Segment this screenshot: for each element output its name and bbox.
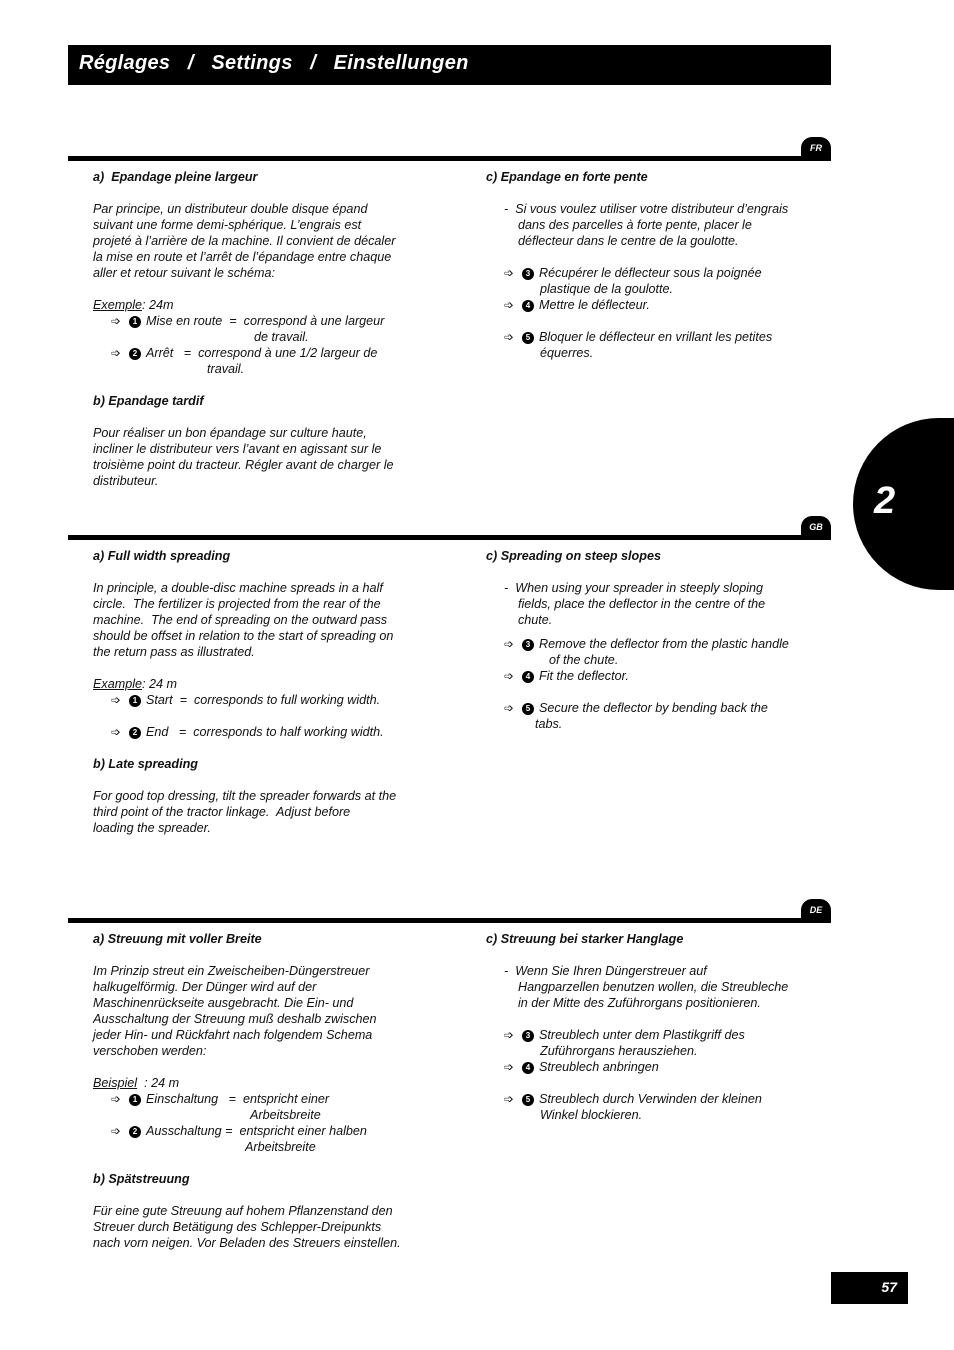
arrow-icon: ➩ <box>504 1092 515 1106</box>
text-line: Streuer durch Betätigung des Schlepper-Dreipunkts <box>93 1220 382 1234</box>
item-continuation: Winkel blockieren. <box>540 1108 643 1122</box>
heading: b) Epandage tardif <box>93 394 204 408</box>
item-continuation: Zuführorgans herausziehen. <box>540 1044 698 1058</box>
item-text: Streublech durch Verwinden der kleinen <box>539 1092 762 1106</box>
text-line: troisième point du tracteur. Régler avant de charger le <box>93 458 394 472</box>
text-line: loading the spreader. <box>93 821 211 835</box>
arrow-icon: ➩ <box>504 701 515 715</box>
arrow-icon: ➩ <box>111 725 122 739</box>
text-line: chute. <box>518 613 553 627</box>
text-line: Hangparzellen benutzen wollen, die Streubleche <box>518 980 789 994</box>
list-item <box>486 700 816 716</box>
text-line: jeder Hin- und Rückfahrt nach folgendem Schema <box>93 1028 373 1042</box>
arrow-icon: ➩ <box>504 1060 515 1074</box>
text-line: fields, place the deflector in the centre of the <box>518 597 766 611</box>
item-continuation: tabs. <box>535 717 563 731</box>
item-continuation: de travail. <box>254 330 309 344</box>
page-title: Réglages / Settings / Einstellungen <box>79 52 469 74</box>
list-item <box>486 1027 816 1043</box>
number-5-icon: 5 <box>522 332 534 344</box>
item-continuation: Arbeitsbreite <box>245 1140 316 1154</box>
text-line: - Si vous voulez utiliser votre distributeur d’engrais <box>504 202 789 216</box>
heading: b) Late spreading <box>93 757 198 771</box>
number-5-icon: 5 <box>522 1094 534 1106</box>
example-line <box>93 1075 423 1091</box>
text-line: Ausschaltung der Streuung muß deshalb zwischen <box>93 1012 377 1026</box>
item-text: Bloquer le déflecteur en vrillant les petites <box>539 330 773 344</box>
section-rule-gb <box>68 535 831 540</box>
arrow-icon: ➩ <box>111 1124 122 1138</box>
arrow-icon: ➩ <box>504 298 515 312</box>
item-text: Secure the deflector by bending back the <box>539 701 768 715</box>
text-line: machine. The end of spreading on the outward pass <box>93 613 388 627</box>
example-value: : 24 m <box>137 1076 180 1090</box>
heading: c) Epandage en forte pente <box>486 170 648 184</box>
chapter-number: 2 <box>874 480 896 522</box>
item-text: Einschaltung = entspricht einer <box>146 1092 330 1106</box>
section-rule-fr <box>68 156 831 161</box>
de-right-column <box>486 931 816 1123</box>
item-text: Streublech unter dem Plastikgriff des <box>539 1028 745 1042</box>
text-line: verschoben werden: <box>93 1044 207 1058</box>
item-text: Fit the deflector. <box>539 669 629 683</box>
example-value: : 24 m <box>142 677 177 691</box>
gb-left-column <box>93 548 423 836</box>
text-line: the return pass as illustrated. <box>93 645 255 659</box>
item-text: End = corresponds to half working width. <box>146 725 384 739</box>
number-3-icon: 3 <box>522 639 534 651</box>
arrow-icon: ➩ <box>504 669 515 683</box>
text-line: halkugelförmig. Der Dünger wird auf der <box>93 980 317 994</box>
page-number: 57 <box>881 1279 897 1295</box>
item-continuation: équerres. <box>540 346 594 360</box>
chapter-tab <box>853 418 954 590</box>
text-line: In principle, a double-disc machine spreads in a half <box>93 581 383 595</box>
arrow-icon: ➩ <box>111 1092 122 1106</box>
number-1-icon: 1 <box>129 316 141 328</box>
fr-right-column <box>486 169 816 361</box>
de-left-column <box>93 931 423 1251</box>
text-line: third point of the tractor linkage. Adjust before <box>93 805 351 819</box>
number-1-icon: 1 <box>129 1094 141 1106</box>
number-3-icon: 3 <box>522 1030 534 1042</box>
text-line: Par principe, un distributeur double disque épand <box>93 202 368 216</box>
heading: a) Streuung mit voller Breite <box>93 932 262 946</box>
item-text: Mettre le déflecteur. <box>539 298 650 312</box>
list-item <box>486 265 816 281</box>
example-value: : 24m <box>142 298 174 312</box>
text-line: For good top dressing, tilt the spreader forwards at the <box>93 789 397 803</box>
list-item <box>486 297 816 313</box>
list-item <box>486 636 816 652</box>
section-rule-de <box>68 918 831 923</box>
number-2-icon: 2 <box>129 348 141 360</box>
text-line: Pour réaliser un bon épandage sur culture haute, <box>93 426 367 440</box>
item-text: Récupérer le déflecteur sous la poignée <box>539 266 762 280</box>
text-line: distributeur. <box>93 474 159 488</box>
text-line: projeté à l’arrière de la machine. Il convient de décaler <box>93 234 396 248</box>
list-item <box>93 345 423 361</box>
arrow-icon: ➩ <box>111 346 122 360</box>
list-item <box>486 668 816 684</box>
text-line: - When using your spreader in steeply sloping <box>504 581 764 595</box>
text-line: in der Mitte des Zuführorgans positionieren. <box>518 996 761 1010</box>
number-2-icon: 2 <box>129 1126 141 1138</box>
item-text: Streublech anbringen <box>539 1060 659 1074</box>
text-line: - Wenn Sie Ihren Düngerstreuer auf <box>504 964 707 978</box>
arrow-icon: ➩ <box>111 314 122 328</box>
list-item <box>93 724 423 740</box>
heading: a) Full width spreading <box>93 549 231 563</box>
heading: c) Spreading on steep slopes <box>486 549 661 563</box>
text-line: incliner le distributeur vers l’avant en agissant sur le <box>93 442 382 456</box>
number-4-icon: 4 <box>522 1062 534 1074</box>
item-continuation: travail. <box>207 362 245 376</box>
item-text: Arrêt = correspond à une 1/2 largeur de <box>146 346 378 360</box>
example-line <box>93 297 423 313</box>
list-item <box>93 313 423 329</box>
language-tag-fr: FR <box>801 137 831 159</box>
number-5-icon: 5 <box>522 703 534 715</box>
text-line: la mise en route et l’arrêt de l’épandage entre chaque <box>93 250 392 264</box>
arrow-icon: ➩ <box>504 266 515 280</box>
number-3-icon: 3 <box>522 268 534 280</box>
text-line: aller et retour suivant le schéma: <box>93 266 275 280</box>
text-line: circle. The fertilizer is projected from the rear of the <box>93 597 381 611</box>
item-continuation: of the chute. <box>549 653 619 667</box>
number-4-icon: 4 <box>522 300 534 312</box>
heading: b) Spätstreuung <box>93 1172 190 1186</box>
text-line: Für eine gute Streuung auf hohem Pflanzenstand den <box>93 1204 393 1218</box>
number-1-icon: 1 <box>129 695 141 707</box>
example-label: Example <box>93 677 142 691</box>
list-item <box>93 692 423 708</box>
number-4-icon: 4 <box>522 671 534 683</box>
item-text: Remove the deflector from the plastic handle <box>539 637 789 651</box>
text-line: suivant une forme demi-sphérique. L’engrais est <box>93 218 362 232</box>
heading: a) Epandage pleine largeur <box>93 170 258 184</box>
item-text: Start = corresponds to full working width. <box>146 693 381 707</box>
example-label: Beispiel <box>93 1076 138 1090</box>
item-text: Ausschaltung = entspricht einer halben <box>146 1124 367 1138</box>
text-line: Maschinenrückseite ausgebracht. Die Ein- und <box>93 996 354 1010</box>
text-line: déflecteur dans le centre de la goulotte. <box>518 234 739 248</box>
list-item <box>486 1059 816 1075</box>
gb-right-column <box>486 548 816 732</box>
text-line: Im Prinzip streut ein Zweischeiben-Düngerstreuer <box>93 964 370 978</box>
list-item <box>486 329 816 345</box>
text-line: nach vorn neigen. Vor Beladen des Streuers einstellen. <box>93 1236 401 1250</box>
list-item <box>93 1123 423 1139</box>
item-continuation: Arbeitsbreite <box>250 1108 321 1122</box>
fr-left-column <box>93 169 423 489</box>
item-continuation: plastique de la goulotte. <box>540 282 674 296</box>
heading: c) Streuung bei starker Hanglage <box>486 932 684 946</box>
arrow-icon: ➩ <box>504 1028 515 1042</box>
header-bar <box>68 45 831 85</box>
language-tag-de: DE <box>801 899 831 921</box>
number-2-icon: 2 <box>129 727 141 739</box>
item-text: Mise en route = correspond à une largeur <box>146 314 385 328</box>
arrow-icon: ➩ <box>504 330 515 344</box>
arrow-icon: ➩ <box>111 693 122 707</box>
example-label: Exemple <box>93 298 142 312</box>
arrow-icon: ➩ <box>504 637 515 651</box>
text-line: dans des parcelles à forte pente, placer le <box>518 218 752 232</box>
list-item <box>486 1091 816 1107</box>
list-item <box>93 1091 423 1107</box>
page-number-box <box>831 1272 908 1304</box>
text-line: should be offset in relation to the start of spreading on <box>93 629 394 643</box>
example-line <box>93 676 423 692</box>
language-tag-gb: GB <box>801 516 831 538</box>
